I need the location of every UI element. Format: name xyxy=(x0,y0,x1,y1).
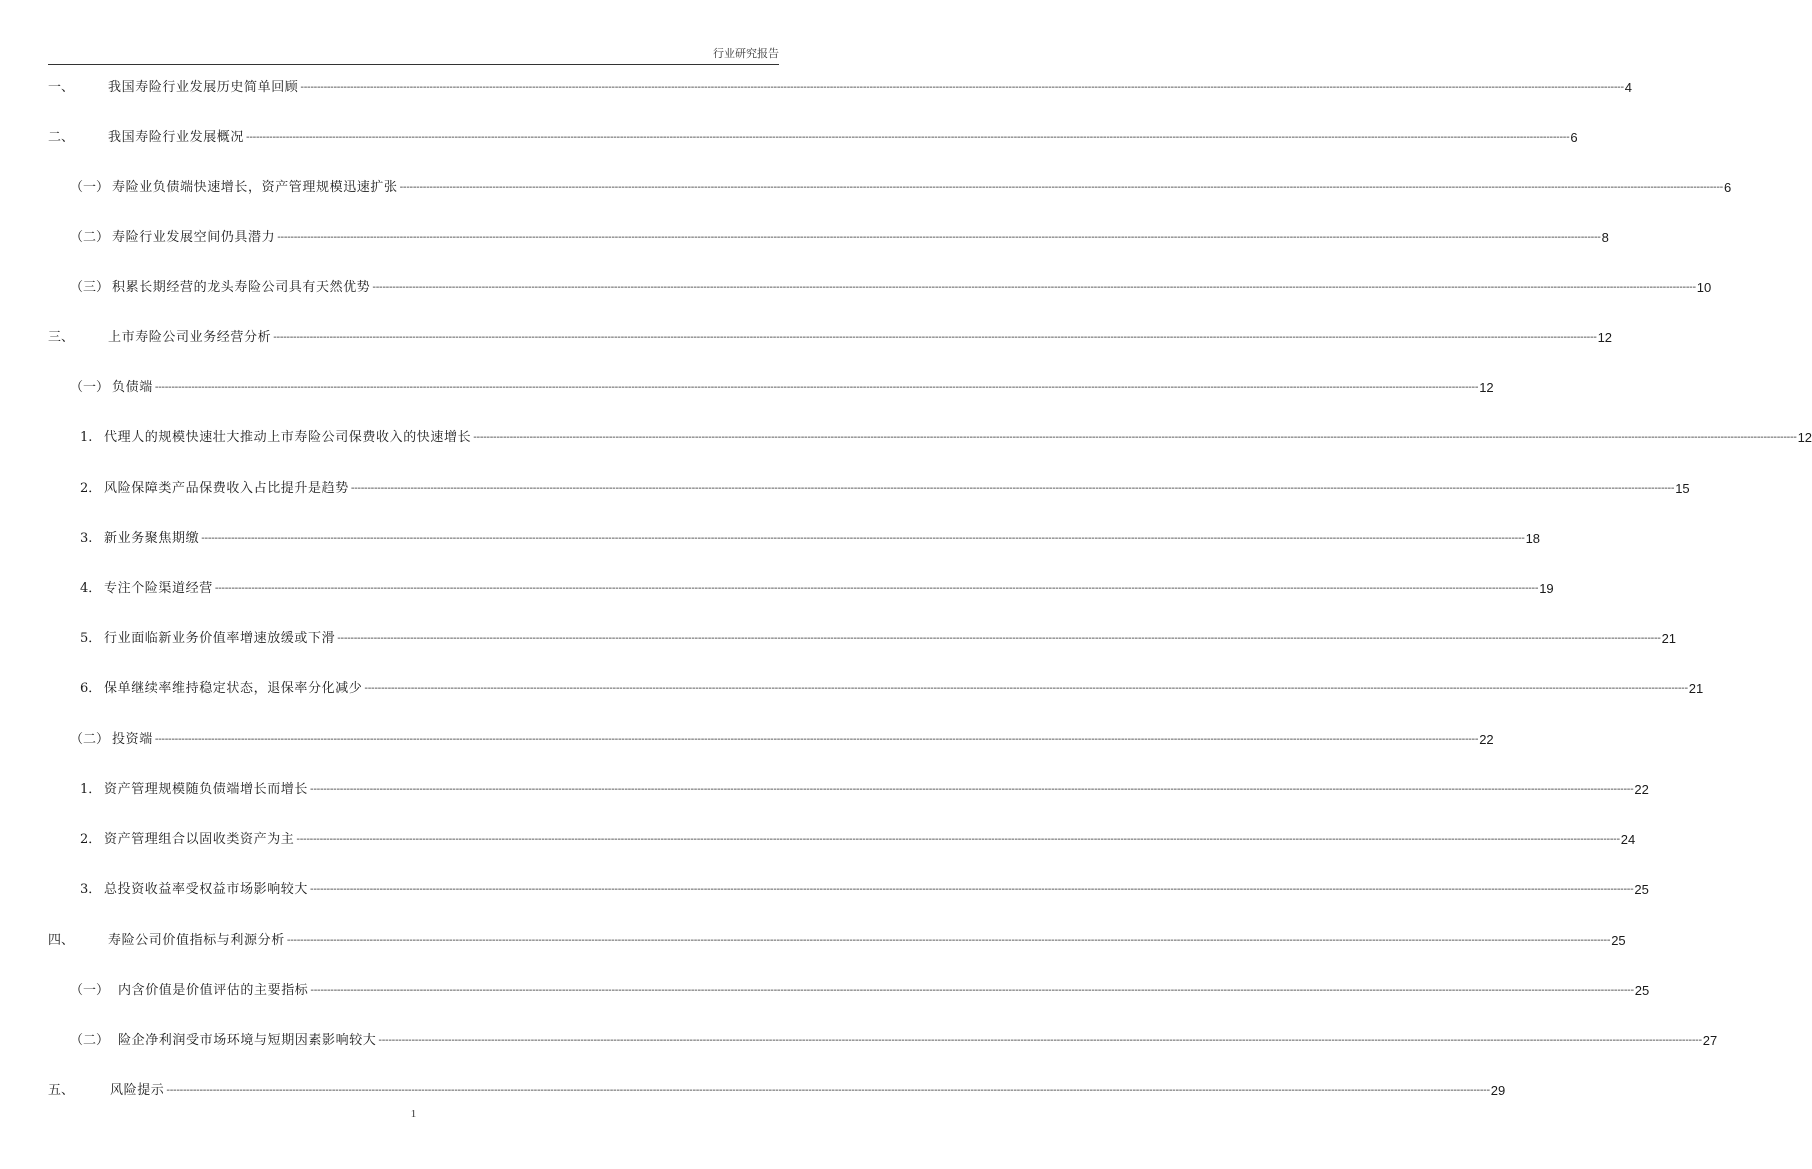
toc-entry-number: 2． xyxy=(80,481,102,496)
toc-entry-label: 风险保障类产品保费收入占比提升是趋势 xyxy=(104,481,349,496)
toc-entry[interactable] xyxy=(48,79,1633,97)
toc-entry-number: （三） xyxy=(70,280,110,295)
toc-entry-label: 我国寿险行业发展概况 xyxy=(108,130,245,145)
toc-entry-page: 25 xyxy=(1634,983,1650,998)
toc-entry-page: 12 xyxy=(1597,330,1613,345)
toc-entry-number: 二、 xyxy=(48,130,75,145)
toc-entry-page: 19 xyxy=(1539,581,1554,596)
toc-entry-page: 12 xyxy=(1479,380,1494,395)
toc-entry-number: （二） xyxy=(70,230,110,245)
toc-entry-number: （二） xyxy=(70,732,110,747)
toc-entry-label: 寿险业负债端快速增长，资产管理规模迅速扩张 xyxy=(112,180,398,195)
toc-entry-page: 10 xyxy=(1696,280,1712,295)
toc-leader-dashes: ---------------------------------------------------------------------------------------------------------------------------------------------------------------------------------------------------------------------------------------------------------------------------------------------------------------------------------------------------------------------------------------------------------------- xyxy=(372,282,1696,293)
toc-entry-page: 15 xyxy=(1675,481,1690,496)
toc-entry-label: 上市寿险公司业务经营分析 xyxy=(108,330,272,345)
toc-entry[interactable] xyxy=(48,530,1541,548)
toc-entry[interactable] xyxy=(48,580,1554,598)
toc-entry[interactable] xyxy=(48,480,1690,498)
toc-entry[interactable] xyxy=(48,279,1712,297)
toc-entry[interactable] xyxy=(48,881,1649,899)
toc-entry-number: 6． xyxy=(80,681,102,696)
toc-entry-label: 险企净利润受市场环境与短期因素影响较大 xyxy=(118,1033,377,1048)
toc-entry-label: 行业面临新业务价值率增速放缓或下滑 xyxy=(104,631,336,646)
toc-entry-number: 一、 xyxy=(48,80,75,95)
toc-entry-number: 2． xyxy=(80,832,102,847)
toc-entry-label: 积累长期经营的龙头寿险公司具有天然优势 xyxy=(112,280,371,295)
toc-entry-page: 21 xyxy=(1688,681,1704,696)
toc-entry-page: 24 xyxy=(1620,832,1636,847)
toc-entry-page: 29 xyxy=(1490,1083,1506,1098)
toc-leader-dashes: ---------------------------------------------------------------------------------------------------------------------------------------------------------------------------------------------------------------------------------------------------------------------------------------------------------------------------------------------------------------------------------------------------------------- xyxy=(473,432,1797,443)
toc-entry-label: 资产管理组合以固收类资产为主 xyxy=(104,832,295,847)
toc-leader-dashes: ---------------------------------------------------------------------------------------------------------------------------------------------------------------------------------------------------------------------------------------------------------------------------------------------------------------------------------------------------------------------------------------------------------------- xyxy=(273,332,1597,343)
toc-entry-number: （一） xyxy=(70,180,110,195)
toc-entry-number: 五、 xyxy=(48,1083,75,1098)
toc-entry-number: 1． xyxy=(80,782,102,797)
toc-leader-dashes: ---------------------------------------------------------------------------------------------------------------------------------------------------------------------------------------------------------------------------------------------------------------------------------------------------------------------------------------------------------------------------------------------------------------- xyxy=(154,382,1479,393)
toc-entry-number: （一） xyxy=(70,983,110,998)
toc-leader-dashes: ---------------------------------------------------------------------------------------------------------------------------------------------------------------------------------------------------------------------------------------------------------------------------------------------------------------------------------------------------------------------------------------------------------------- xyxy=(310,784,1634,795)
toc-entry[interactable] xyxy=(48,329,1613,347)
toc-entry-label: 总投资收益率受权益市场影响较大 xyxy=(104,882,309,897)
toc-entry-page: 6 xyxy=(1723,180,1732,195)
toc-entry-number: 3． xyxy=(80,882,102,897)
toc-leader-dashes: ---------------------------------------------------------------------------------------------------------------------------------------------------------------------------------------------------------------------------------------------------------------------------------------------------------------------------------------------------------------------------------------------------------------- xyxy=(378,1035,1702,1046)
toc-leader-dashes: ---------------------------------------------------------------------------------------------------------------------------------------------------------------------------------------------------------------------------------------------------------------------------------------------------------------------------------------------------------------------------------------------------------------- xyxy=(364,683,1688,694)
toc-entry-page: 8 xyxy=(1601,230,1609,245)
toc-entry-page: 22 xyxy=(1634,782,1649,797)
toc-entry-label: 我国寿险行业发展历史简单回顾 xyxy=(108,80,299,95)
toc-entry-page: 27 xyxy=(1702,1033,1718,1048)
toc-entry-label: 专注个险渠道经营 xyxy=(104,581,213,596)
toc-entry-label: 保单继续率维持稳定状态，退保率分化减少 xyxy=(104,681,363,696)
toc-leader-dashes: ---------------------------------------------------------------------------------------------------------------------------------------------------------------------------------------------------------------------------------------------------------------------------------------------------------------------------------------------------------------------------------------------------------------- xyxy=(154,734,1479,745)
toc-entry-label: 寿险公司价值指标与利源分析 xyxy=(108,933,285,948)
toc-entry-number: 3. xyxy=(80,531,93,546)
toc-entry-label: 代理人的规模快速壮大推动上市寿险公司保费收入的快速增长 xyxy=(104,430,472,445)
toc-entry-number: （二） xyxy=(70,1033,110,1048)
toc-entry-label: 内含价值是价值评估的主要指标 xyxy=(118,983,309,998)
toc-entry[interactable] xyxy=(48,179,1732,197)
toc-entry[interactable] xyxy=(48,630,1677,648)
toc-entry-number: （一） xyxy=(70,380,110,395)
toc-entry-page: 6 xyxy=(1570,130,1578,145)
toc-entry-number: 1. xyxy=(80,430,93,445)
toc-entry-page: 4 xyxy=(1624,80,1633,95)
toc-entry-number: 三、 xyxy=(48,330,75,345)
toc-leader-dashes: ---------------------------------------------------------------------------------------------------------------------------------------------------------------------------------------------------------------------------------------------------------------------------------------------------------------------------------------------------------------------------------------------------------------- xyxy=(350,483,1675,494)
toc-entry-page: 22 xyxy=(1479,732,1494,747)
toc-entry-label: 资产管理规模随负债端增长而增长 xyxy=(104,782,309,797)
toc-leader-dashes: ---------------------------------------------------------------------------------------------------------------------------------------------------------------------------------------------------------------------------------------------------------------------------------------------------------------------------------------------------------------------------------------------------------------- xyxy=(166,1085,1490,1096)
toc-entry-page: 18 xyxy=(1525,531,1541,546)
toc-leader-dashes: ---------------------------------------------------------------------------------------------------------------------------------------------------------------------------------------------------------------------------------------------------------------------------------------------------------------------------------------------------------------------------------------------------------------- xyxy=(337,633,1661,644)
toc-entry-number: 四、 xyxy=(48,933,75,948)
toc-entry-number: 5． xyxy=(80,631,102,646)
toc-entry[interactable] xyxy=(48,379,1494,397)
toc-entry-page: 25 xyxy=(1634,882,1649,897)
toc-leader-dashes: ---------------------------------------------------------------------------------------------------------------------------------------------------------------------------------------------------------------------------------------------------------------------------------------------------------------------------------------------------------------------------------------------------------------- xyxy=(399,182,1723,193)
toc-entry[interactable] xyxy=(48,229,1609,247)
toc-entry[interactable] xyxy=(48,932,1626,950)
toc-entry[interactable] xyxy=(48,781,1649,799)
toc-entry[interactable] xyxy=(48,1032,1718,1050)
toc-entry-number: 4． xyxy=(80,581,102,596)
toc-entry[interactable] xyxy=(48,1082,1506,1100)
toc-entry-page: 12 xyxy=(1797,430,1812,445)
toc-entry-label: 寿险行业发展空间仍具潜力 xyxy=(112,230,276,245)
toc-entry[interactable] xyxy=(48,731,1494,749)
toc-leader-dashes: ---------------------------------------------------------------------------------------------------------------------------------------------------------------------------------------------------------------------------------------------------------------------------------------------------------------------------------------------------------------------------------------------------------------- xyxy=(310,985,1634,996)
toc-entry[interactable] xyxy=(48,429,1812,447)
toc-entry-label: 风险提示 xyxy=(110,1083,165,1098)
toc-entry-page: 25 xyxy=(1611,933,1626,948)
toc-leader-dashes: ---------------------------------------------------------------------------------------------------------------------------------------------------------------------------------------------------------------------------------------------------------------------------------------------------------------------------------------------------------------------------------------------------------------- xyxy=(277,232,1601,243)
header-title: 行业研究报告 xyxy=(713,47,779,60)
toc-leader-dashes: ---------------------------------------------------------------------------------------------------------------------------------------------------------------------------------------------------------------------------------------------------------------------------------------------------------------------------------------------------------------------------------------------------------------- xyxy=(310,884,1634,895)
footer-page-number: 1 xyxy=(410,1108,417,1120)
toc-entry-page: 21 xyxy=(1661,631,1677,646)
toc-leader-dashes: ---------------------------------------------------------------------------------------------------------------------------------------------------------------------------------------------------------------------------------------------------------------------------------------------------------------------------------------------------------------------------------------------------------------- xyxy=(296,834,1620,845)
toc-entry-label: 新业务聚焦期缴 xyxy=(104,531,200,546)
toc-entry[interactable] xyxy=(48,831,1636,849)
toc-leader-dashes: ---------------------------------------------------------------------------------------------------------------------------------------------------------------------------------------------------------------------------------------------------------------------------------------------------------------------------------------------------------------------------------------------------------------- xyxy=(300,82,1624,93)
toc-leader-dashes: ---------------------------------------------------------------------------------------------------------------------------------------------------------------------------------------------------------------------------------------------------------------------------------------------------------------------------------------------------------------------------------------------------------------- xyxy=(201,533,1525,544)
toc-entry-label: 负债端 xyxy=(112,380,153,395)
toc-leader-dashes: ---------------------------------------------------------------------------------------------------------------------------------------------------------------------------------------------------------------------------------------------------------------------------------------------------------------------------------------------------------------------------------------------------------------- xyxy=(286,935,1611,946)
toc-entry[interactable] xyxy=(48,129,1578,147)
toc-entry[interactable] xyxy=(48,680,1704,698)
toc-leader-dashes: ---------------------------------------------------------------------------------------------------------------------------------------------------------------------------------------------------------------------------------------------------------------------------------------------------------------------------------------------------------------------------------------------------------------- xyxy=(246,132,1570,143)
toc-entry[interactable] xyxy=(48,982,1650,1000)
toc-entry-label: 投资端 xyxy=(112,732,153,747)
page-header xyxy=(48,44,779,65)
toc-leader-dashes: ---------------------------------------------------------------------------------------------------------------------------------------------------------------------------------------------------------------------------------------------------------------------------------------------------------------------------------------------------------------------------------------------------------------- xyxy=(214,583,1539,594)
